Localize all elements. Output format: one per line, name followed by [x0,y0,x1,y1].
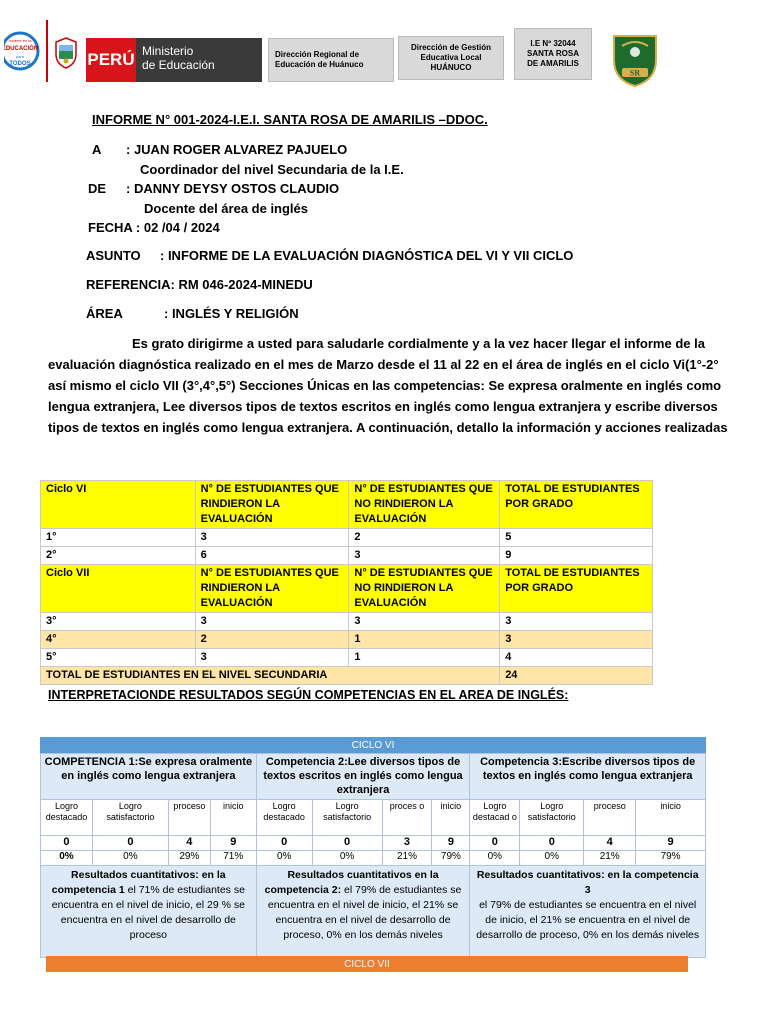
count-cell: 0 [312,836,382,851]
regional-direction-box [268,38,394,82]
table-cell: 3 [349,613,500,631]
body-paragraph [48,333,728,438]
regional-direction-line-2: Educación de Huánuco [275,60,364,69]
svg-text:EDUCACIÓN: EDUCACIÓN [4,46,39,52]
table-header-cell: TOTAL DE ESTUDIANTES POR GRADO [500,481,653,529]
competency-3-title: Competencia 3:Escribe diversos tipos de textos en inglés como lengua extranjera [470,754,706,800]
table-header-cell: N° DE ESTUDIANTES QUE RINDIERON LA EVALUACIÓN [195,565,349,613]
table-header-cell: N° DE ESTUDIANTES QUE RINDIERON LA EVALUACIÓN [195,481,349,529]
count-cell: 9 [432,836,470,851]
count-cell: 0 [520,836,584,851]
education-campaign-logo [4,24,40,78]
percent-cell: 0% [520,851,584,866]
table-cell: 5 [500,529,653,547]
table-row [41,631,653,649]
subject-value: : INFORME DE LA EVALUACIÓN DIAGNÓSTICA DEL VI Y VII CICLO [160,248,574,263]
count-cell: 0 [470,836,520,851]
interpretation-heading: INTERPRETACIONDE RESULTADOS SEGÚN COMPETENCIAS EN EL AREA DE INGLÉS: [48,688,569,702]
percent-cell: 79% [432,851,470,866]
count-cell: 9 [210,836,256,851]
level-label: Logro satisfactorio [312,800,382,836]
table-cell: 6 [195,547,349,565]
level-label: Logro destacado [41,800,93,836]
ciclo-vii-bar: CICLO VII [46,956,688,972]
percent-cell: 0% [41,851,93,866]
area-label: ÁREA [86,306,123,321]
to-value: : JUAN ROGER ALVAREZ PAJUELO [126,142,348,157]
result-1-heading: Resultados cuantitativos: en la competencia 1 [51,869,226,896]
levels-row [41,800,706,836]
percent-cell: 0% [312,851,382,866]
level-label: Logro satisfactorio [520,800,584,836]
ugel-line-2: Educativa Local [420,53,482,62]
subject-label: ASUNTO [86,248,141,263]
competency-2-result [256,866,470,958]
table-cell: 2 [349,529,500,547]
percent-cell: 0% [256,851,312,866]
count-cell: 4 [168,836,210,851]
header-divider [46,20,48,82]
school-crest-icon [608,30,662,88]
table-cell: 3° [41,613,196,631]
crest-text: SR [629,68,641,78]
level-label: Logro destacad o [470,800,520,836]
percent-cell: 0% [92,851,168,866]
table-row [41,649,653,667]
table-header-cell: N° DE ESTUDIANTES QUE NO RINDIERON LA EVALUACIÓN [349,565,500,613]
school-line-1: I.E Nº 32044 [530,39,576,48]
level-label: proces o [382,800,432,836]
table-total-row [41,667,653,685]
total-value: 24 [500,667,653,685]
date-line: FECHA : 02 /04 / 2024 [88,220,220,235]
table-header-cell: TOTAL DE ESTUDIANTES POR GRADO [500,565,653,613]
svg-text:para: para [15,54,25,59]
table-header-cell: Ciclo VII [41,565,196,613]
table-cell: 3 [195,649,349,667]
students-summary-table [40,480,653,685]
total-label: TOTAL DE ESTUDIANTES EN EL NIVEL SECUNDARIA [41,667,500,685]
competency-2-title: Competencia 2:Lee diversos tipos de textos escritos en inglés como lengua extranjera [256,754,470,800]
table-header-cell: N° DE ESTUDIANTES QUE NO RINDIERON LA EVALUACIÓN [349,481,500,529]
table-cell: 2 [195,631,349,649]
level-label: inicio [636,800,706,836]
school-box [514,28,592,80]
reference-line: REFERENCIA: RM 046-2024-MINEDU [86,277,313,292]
competency-3-result [470,866,706,958]
regional-direction-line-1: Dirección Regional de [275,50,360,59]
table-header-row [41,565,653,613]
table-cell: 3 [500,631,653,649]
result-3-heading: Resultados cuantitativos: en la competencia 3 [476,869,699,896]
table-cell: 2° [41,547,196,565]
count-cell: 3 [382,836,432,851]
ministry-label [136,38,262,82]
ugel-box [398,36,504,80]
ciclo-vi-bar: CICLO VI [40,737,706,753]
table-row [41,547,653,565]
ministry-line-2: de Educación [142,58,215,72]
body-text: Es grato dirigirme a usted para saludarle cordialmente y a la vez hacer llegar el informe de la evaluación diagnóstica realizado en el mes de Marzo desde el 11 al 22 en el área de inglés en el ciclo Vi(1°-2° así mismo el ciclo VII (3°,4°,5°) Secciones Únicas en las competencias: Se expresa oralmente en inglés como lengua extranjera, Lee diversos tipos de textos escritos en inglés como lengua extranjera y escribe diversos tipos de textos en inglés como lengua extranjera. A continuación, detallo la información y acciones realizadas [48,336,728,435]
to-label: A [92,142,102,157]
from-role: Docente del área de inglés [144,201,309,216]
table-cell: 4° [41,631,196,649]
to-role: Coordinador del nivel Secundaria de la I.E. [140,162,404,177]
ciclo-vi-results-table [40,753,706,958]
from-label: DE [88,181,107,196]
competency-1-result [41,866,257,958]
result-2-text: el 79% de estudiantes se encuentra en el nivel de inicio, el 21% se encuentra en el nivel de desarrollo de proceso, 0% en los demás niveles [267,884,462,941]
percent-cell: 71% [210,851,256,866]
table-cell: 1° [41,529,196,547]
level-label: inicio [432,800,470,836]
table-cell: 3 [195,613,349,631]
report-title: INFORME N° 001-2024-I.E.I. SANTA ROSA DE AMARILIS –DDOC. [92,112,488,127]
table-cell: 1 [349,631,500,649]
ugel-line-3: HUÁNUCO [430,63,472,72]
table-cell: 1 [349,649,500,667]
from-value: : DANNY DEYSY OSTOS CLAUDIO [126,181,340,196]
table-cell: 3 [195,529,349,547]
peru-coat-of-arms-icon [52,36,80,70]
results-row [41,866,706,958]
table-header-cell: Ciclo VI [41,481,196,529]
count-cell: 4 [584,836,636,851]
table-row [41,613,653,631]
table-cell: 3 [500,613,653,631]
percent-cell: 0% [470,851,520,866]
result-2-heading: Resultados cuantitativos en la competencia 2: [264,869,439,896]
table-header-row [41,481,653,529]
table-cell: 9 [500,547,653,565]
percent-cell: 21% [584,851,636,866]
school-line-3: DE AMARILIS [527,59,579,68]
table-cell: 5° [41,649,196,667]
school-line-2: SANTA ROSA [527,49,579,58]
percent-cell: 29% [168,851,210,866]
count-cell: 9 [636,836,706,851]
counts-row [41,836,706,851]
table-row [41,529,653,547]
competency-1-title: COMPETENCIA 1:Se expresa oralmente en inglés como lengua extranjera [41,754,257,800]
competency-title-row [41,754,706,800]
peru-label: PERÚ [86,38,136,82]
svg-text:Invierte en la: Invierte en la [8,38,32,43]
percent-row [41,851,706,866]
svg-text:TODOS: TODOS [9,61,31,67]
ministry-line-1: Ministerio [142,44,194,58]
result-3-text: el 79% de estudiantes se encuentra en el nivel de inicio, el 21% se encuentra en el nivel de desarrollo de proceso, 0% en los demás niveles [476,899,700,941]
count-cell: 0 [256,836,312,851]
level-label: proceso [168,800,210,836]
count-cell: 0 [92,836,168,851]
table-cell: 4 [500,649,653,667]
ugel-line-1: Dirección de Gestión [410,43,492,52]
count-cell: 0 [41,836,93,851]
level-label: Logro destacado [256,800,312,836]
percent-cell: 79% [636,851,706,866]
level-label: inicio [210,800,256,836]
table-cell: 3 [349,547,500,565]
result-1-text: el 71% de estudiantes se encuentra en el nivel de inicio, el 29 % se encuentra en el nivel de desarrollo de proceso [51,884,245,941]
level-label: proceso [584,800,636,836]
area-value: : INGLÉS Y RELIGIÓN [164,306,299,321]
level-label: Logro satisfactorio [92,800,168,836]
percent-cell: 21% [382,851,432,866]
